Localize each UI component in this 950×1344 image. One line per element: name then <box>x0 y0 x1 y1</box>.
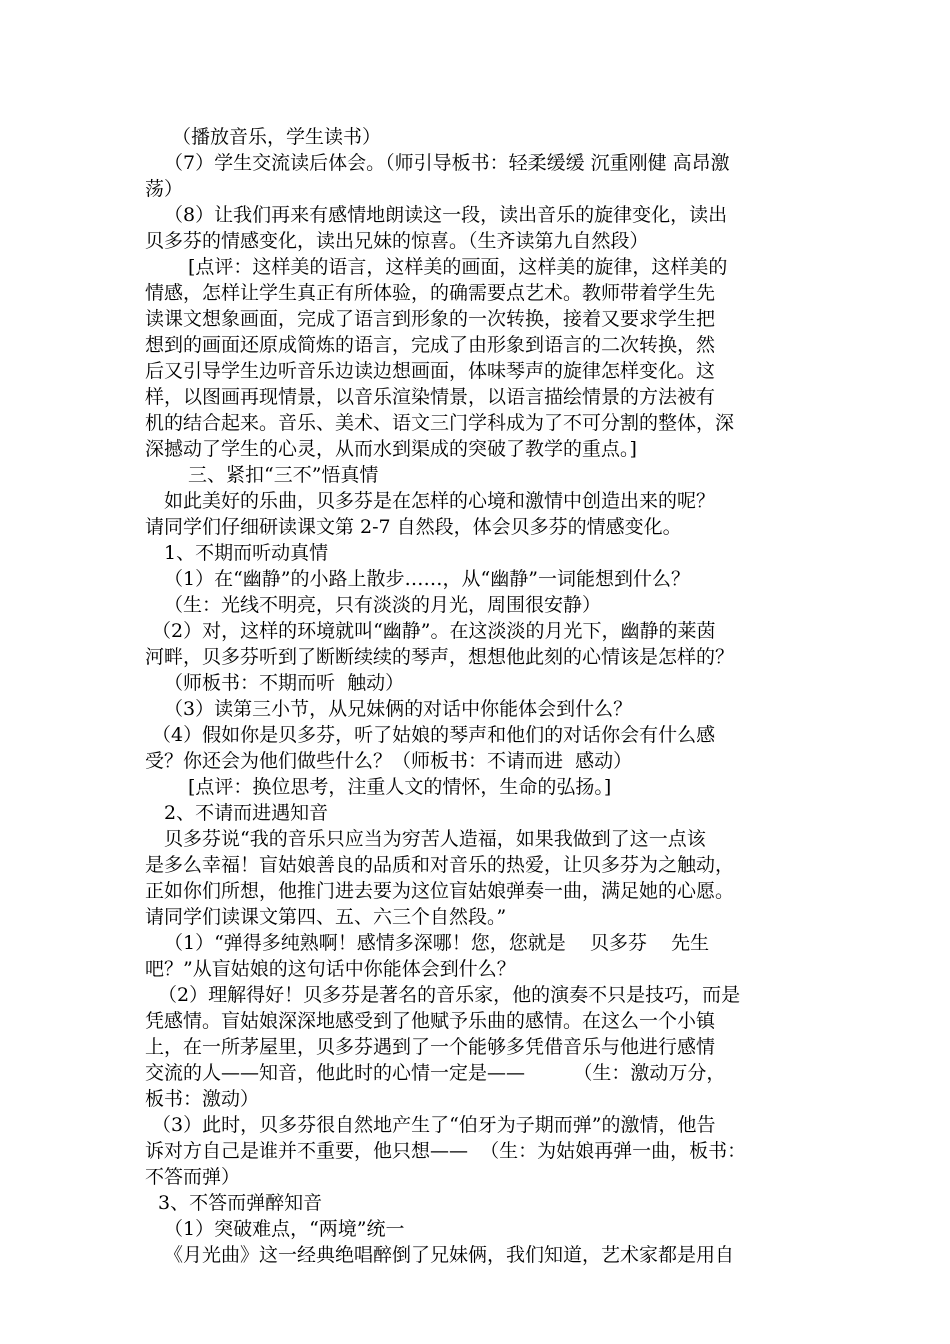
text-line: 吧？”从盲姑娘的这句话中你能体会到什么？ <box>145 958 516 980</box>
text-line: （3）读第三小节，从兄妹俩的对话中你能体会到什么？ <box>164 698 633 720</box>
text-line: （2）理解得好！贝多芬是著名的音乐家，他的演奏不只是技巧，而是 <box>158 984 741 1006</box>
text-line: （4）假如你是贝多芬，听了姑娘的琴声和他们的对话你会有什么感 <box>152 724 716 746</box>
text-line: 请同学们仔细研读课文第 2-7 自然段，体会贝多芬的情感变化。 <box>145 516 682 538</box>
text-line: （师板书：不期而听 触动） <box>164 672 405 694</box>
text-line: 交流的人——知音，他此时的心情一定是—— （生：激动万分， <box>145 1062 726 1084</box>
text-line: 正如你们所想，他推门进去要为这位盲姑娘弹奏一曲，满足她的心愿。 <box>145 880 735 902</box>
text-line: （1）突破难点，“两境”统一 <box>164 1218 405 1240</box>
text-line: （1）在“幽静”的小路上散步……，从“幽静”一词能想到什么？ <box>164 568 690 590</box>
text-line: 如此美好的乐曲，贝多芬是在怎样的心境和激情中创造出来的呢？ <box>164 490 716 512</box>
text-line: 上，在一所茅屋里，贝多芬遇到了一个能够多凭借音乐与他进行感情 <box>145 1036 716 1058</box>
text-line: 受？你还会为他们做些什么？（师板书：不请而进 感动） <box>145 750 633 772</box>
text-line: （1）“弹得多纯熟啊！感情多深哪！您，您就是 贝多芬 先生 <box>164 932 710 954</box>
text-line: 贝多芬的情感变化，读出兄妹的惊喜。（生齐读第九自然段） <box>145 230 649 252</box>
text-line: 后又引导学生边听音乐边读边想画面，体味琴声的旋律怎样变化。这 <box>145 360 716 382</box>
text-line: 深撼动了学生的心灵，从而水到渠成的突破了教学的重点。] <box>145 438 637 460</box>
text-line: （7）学生交流读后体会。（师引导板书：轻柔缓缓 沉重刚健 高昂激 <box>164 152 730 174</box>
text-line: （3）此时，贝多芬很自然地产生了“伯牙为子期而弹”的激情，他告 <box>152 1114 716 1136</box>
text-line: 贝多芬说“我的音乐只应当为穷苦人造福，如果我做到了这一点该 <box>164 828 706 850</box>
subsection-heading: 1、不期而听动真情 <box>164 542 329 564</box>
text-line: 是多么幸福！盲姑娘善良的品质和对音乐的热爱，让贝多芬为之触动， <box>145 854 735 876</box>
subsection-heading: 3、不答而弹醉知音 <box>158 1192 323 1214</box>
text-line: 《月光曲》这一经典绝唱醉倒了兄妹俩，我们知道，艺术家都是用自 <box>164 1244 735 1266</box>
text-line: 板书：激动） <box>145 1088 260 1110</box>
text-line: （8）让我们再来有感情地朗读这一段，读出音乐的旋律变化，读出 <box>164 204 728 226</box>
text-line: 读课文想象画面，完成了语言到形象的一次转换，接着又要求学生把 <box>145 308 716 330</box>
subsection-heading: 2、不请而进遇知音 <box>164 802 329 824</box>
text-line: 请同学们读课文第四、五、六三个自然段。” <box>145 906 507 928</box>
text-line: 诉对方自己是谁并不重要，他只想—— （生：为姑娘再弹一曲，板书： <box>145 1140 747 1162</box>
text-line: [点评：换位思考，注重人文的情怀，生命的弘扬。] <box>188 776 612 798</box>
text-line: 样，以图画再现情景，以音乐渲染情景，以语言描绘情景的方法被有 <box>145 386 716 408</box>
text-line: 情感，怎样让学生真正有所体验，的确需要点艺术。教师带着学生先 <box>145 282 716 304</box>
text-line: （生：光线不明亮，只有淡淡的月光，周围很安静） <box>164 594 602 616</box>
text-line: 凭感情。盲姑娘深深地感受到了他赋予乐曲的感情。在这么一个小镇 <box>145 1010 716 1032</box>
text-line: 荡） <box>145 178 184 200</box>
section-heading: 三、紧扣“三不”悟真情 <box>188 464 379 486</box>
text-line: 河畔，贝多芬听到了断断续续的琴声，想想他此刻的心情该是怎样的？ <box>145 646 735 668</box>
text-line: （2）对，这样的环境就叫“幽静”。在这淡淡的月光下，幽静的莱茵 <box>152 620 716 642</box>
text-line: 想到的画面还原成简炼的语言，完成了由形象到语言的二次转换，然 <box>145 334 716 356</box>
text-line: 机的结合起来。音乐、美术、语文三门学科成为了不可分割的整体，深 <box>145 412 735 434</box>
text-line: [点评：这样美的语言，这样美的画面，这样美的旋律，这样美的 <box>188 256 728 278</box>
text-line: （播放音乐，学生读书） <box>172 126 382 148</box>
text-line: 不答而弹） <box>145 1166 241 1188</box>
